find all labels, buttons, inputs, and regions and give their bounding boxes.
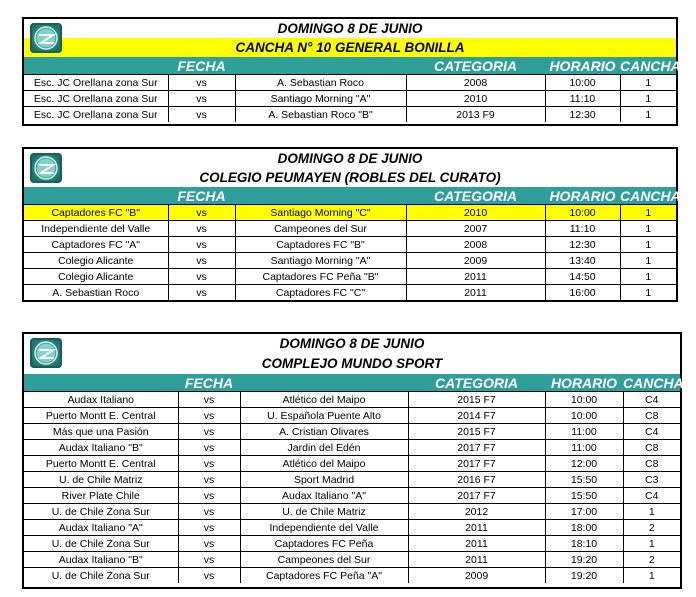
table-row [24,456,680,472]
home-team-cell: U. de Chile Zona Sur [24,504,178,520]
time-cell: 17:00 [545,504,623,520]
time-cell: 11:00 [545,424,623,440]
vs-cell: vs [168,205,235,221]
time-cell: 15:50 [545,488,623,504]
vs-cell: vs [178,456,240,472]
time-cell: 10:00 [545,408,623,424]
column-header-cancha: CANCHA [623,374,684,391]
vs-cell: vs [168,221,235,237]
field-cell: C8 [623,440,680,456]
field-cell: C3 [623,472,680,488]
category-cell: 2010 [406,205,545,221]
category-cell: 2013 F9 [406,107,545,123]
field-cell: 2 [623,520,680,536]
time-cell: 12:30 [545,107,620,123]
schedule-block-bonilla [22,17,681,126]
home-team-cell: A. Sebastian Roco [24,285,168,301]
time-cell: 10:00 [545,392,623,408]
category-cell: 2008 [406,237,545,253]
club-logo-icon [30,153,62,183]
home-team-cell: Audax Italiano "A" [24,520,178,536]
column-header-fecha: FECHA [168,187,235,205]
table-row [24,221,676,237]
away-team-cell: Atlético del Maipo [240,392,408,408]
table-row [24,408,680,424]
category-cell: 2011 [408,520,545,536]
away-team-cell: Captadores FC Peña [240,536,408,552]
column-header-cancha: CANCHA [620,57,681,74]
block-title: DOMINGO 8 DE JUNIO [277,21,423,36]
away-team-cell: Santiago Morning "A" [235,253,406,269]
home-team-cell: Colegio Alicante [24,269,168,285]
field-cell: 2 [623,552,680,568]
category-cell: 2007 [406,221,545,237]
column-header-horario: HORARIO [545,187,620,205]
club-logo-icon [30,338,62,368]
away-team-cell: Atlético del Maipo [240,456,408,472]
category-cell: 2012 [408,504,545,520]
field-cell: 1 [620,285,676,301]
vs-cell: vs [178,408,240,424]
category-cell: 2011 [406,269,545,285]
home-team-cell: Esc. JC Orellana zona Sur [24,91,168,107]
away-team-cell: U. Española Puente Alto [240,408,408,424]
time-cell: 16:00 [545,285,620,301]
column-header-categoria: CATEGORIA [406,57,545,75]
away-team-cell: Independiente del Valle [240,520,408,536]
column-header-categoria: CATEGORIA [408,374,545,392]
vs-cell: vs [168,107,235,123]
vs-cell: vs [178,504,240,520]
away-team-cell: Captadores FC "C" [235,285,406,301]
time-cell: 18:00 [545,520,623,536]
block-header [24,149,676,187]
category-cell: 2017 F7 [408,456,545,472]
home-team-cell: Audax Italiano "B" [24,440,178,456]
away-team-cell: A. Sebastian Roco [235,75,406,91]
table-header-row [24,374,680,392]
field-cell: 1 [620,75,676,91]
table-row [24,269,676,285]
category-cell: 2015 F7 [408,424,545,440]
away-team-cell: Jardin del Edén [240,440,408,456]
table-row [24,440,680,456]
field-cell: 1 [620,107,676,123]
vs-cell: vs [178,568,240,584]
away-team-cell: A. Sebastian Roco "B" [235,107,406,123]
table-header-row [24,57,676,75]
category-cell: 2009 [406,253,545,269]
category-cell: 2017 F7 [408,488,545,504]
table-row [24,392,680,408]
field-cell: C8 [623,456,680,472]
time-cell: 19:20 [545,552,623,568]
home-team-cell: Esc. JC Orellana zona Sur [24,75,168,91]
home-team-cell: Puerto Montt E. Central [24,408,178,424]
category-cell: 2011 [408,552,545,568]
field-cell: 1 [623,504,680,520]
home-team-cell: Puerto Montt E. Central [24,456,178,472]
home-team-cell: Colegio Alicante [24,253,168,269]
vs-cell: vs [178,440,240,456]
category-cell: 2011 [408,536,545,552]
category-cell: 2008 [406,75,545,91]
home-team-cell: River Plate Chile [24,488,178,504]
schedule-block-mundo-sport [22,332,682,589]
category-cell: 2011 [406,285,545,301]
table-row [24,205,676,221]
vs-cell: vs [168,75,235,91]
column-header-horario: HORARIO [545,57,620,75]
vs-cell: vs [168,269,235,285]
away-team-cell: Santiago Morning "C" [235,205,406,221]
home-team-cell: U. de Chile Matriz [24,472,178,488]
vs-cell: vs [178,536,240,552]
home-team-cell: U. de Chile Zona Sur [24,568,178,584]
field-cell: 1 [620,237,676,253]
block-venue: COLEGIO PEUMAYEN (ROBLES DEL CURATO) [199,170,501,185]
field-cell: 1 [620,269,676,285]
field-cell: C4 [623,424,680,440]
away-team-cell: Captadores FC Peña "A" [240,568,408,584]
vs-cell: vs [168,237,235,253]
time-cell: 11:10 [545,91,620,107]
table-row [24,568,680,584]
time-cell: 19:20 [545,568,623,584]
table-row [24,472,680,488]
table-row [24,520,680,536]
field-cell: 1 [620,91,676,107]
field-cell: C8 [623,408,680,424]
category-cell: 2017 F7 [408,440,545,456]
category-cell: 2014 F7 [408,408,545,424]
time-cell: 18:10 [545,536,623,552]
block-venue: COMPLEJO MUNDO SPORT [261,356,443,371]
home-team-cell: Esc. JC Orellana zona Sur [24,107,168,123]
schedule-table [24,374,684,583]
away-team-cell: Sport Madrid [240,472,408,488]
table-row [24,237,676,253]
category-cell: 2009 [408,568,545,584]
away-team-cell: U. de Chile Matriz [240,504,408,520]
home-team-cell: Captadores FC "B" [24,205,168,221]
schedule-block-peumayen [22,147,681,302]
field-cell: 1 [620,253,676,269]
block-header [24,19,676,57]
field-cell: C4 [623,392,680,408]
table-row [24,552,680,568]
table-row [24,488,680,504]
vs-cell: vs [178,520,240,536]
home-team-cell: Más que una Pasión [24,424,178,440]
home-team-cell: Audax Italiano [24,392,178,408]
column-header-categoria: CATEGORIA [406,187,545,205]
column-header-fecha: FECHA [178,374,240,392]
table-row [24,536,680,552]
time-cell: 15:50 [545,472,623,488]
vs-cell: vs [178,552,240,568]
time-cell: 14:50 [545,269,620,285]
time-cell: 12:00 [545,456,623,472]
schedule-table [24,187,681,300]
table-row [24,91,676,107]
column-header-fecha: FECHA [168,57,235,75]
away-team-cell: Captadores FC Peña "B" [235,269,406,285]
vs-cell: vs [178,472,240,488]
time-cell: 11:00 [545,440,623,456]
vs-cell: vs [168,91,235,107]
column-header-horario: HORARIO [545,374,623,392]
vs-cell: vs [178,392,240,408]
table-row [24,285,676,301]
vs-cell: vs [178,424,240,440]
table-header-row [24,187,676,205]
home-team-cell: Audax Italiano "B" [24,552,178,568]
club-logo-icon [30,23,62,53]
time-cell: 13:40 [545,253,620,269]
time-cell: 11:10 [545,221,620,237]
category-cell: 2015 F7 [408,392,545,408]
vs-cell: vs [168,285,235,301]
vs-cell: vs [178,488,240,504]
table-row [24,424,680,440]
home-team-cell: U. de Chile Zona Sur [24,536,178,552]
table-row [24,107,676,123]
field-cell: C4 [623,488,680,504]
time-cell: 12:30 [545,237,620,253]
time-cell: 10:00 [545,205,620,221]
table-row [24,75,676,91]
home-team-cell: Captadores FC "A" [24,237,168,253]
away-team-cell: Campeones del Sur [240,552,408,568]
block-title: DOMINGO 8 DE JUNIO [277,151,423,166]
away-team-cell: Audax Italiano "A" [240,488,408,504]
column-header-cancha: CANCHA [620,187,681,204]
field-cell: 1 [623,536,680,552]
away-team-cell: Campeones del Sur [235,221,406,237]
table-row [24,504,680,520]
table-row [24,253,676,269]
field-cell: 1 [620,205,676,221]
schedule-table [24,57,681,122]
away-team-cell: A. Cristian Olivares [240,424,408,440]
time-cell: 10:00 [545,75,620,91]
away-team-cell: Santiago Morning "A" [235,91,406,107]
home-team-cell: Independiente del Valle [24,221,168,237]
block-venue: CANCHA N° 10 GENERAL BONILLA [24,38,676,57]
field-cell: 1 [623,568,680,584]
vs-cell: vs [168,253,235,269]
field-cell: 1 [620,221,676,237]
block-title: DOMINGO 8 DE JUNIO [279,336,425,351]
category-cell: 2010 [406,91,545,107]
category-cell: 2016 F7 [408,472,545,488]
away-team-cell: Captadores FC "B" [235,237,406,253]
block-header [24,334,680,374]
